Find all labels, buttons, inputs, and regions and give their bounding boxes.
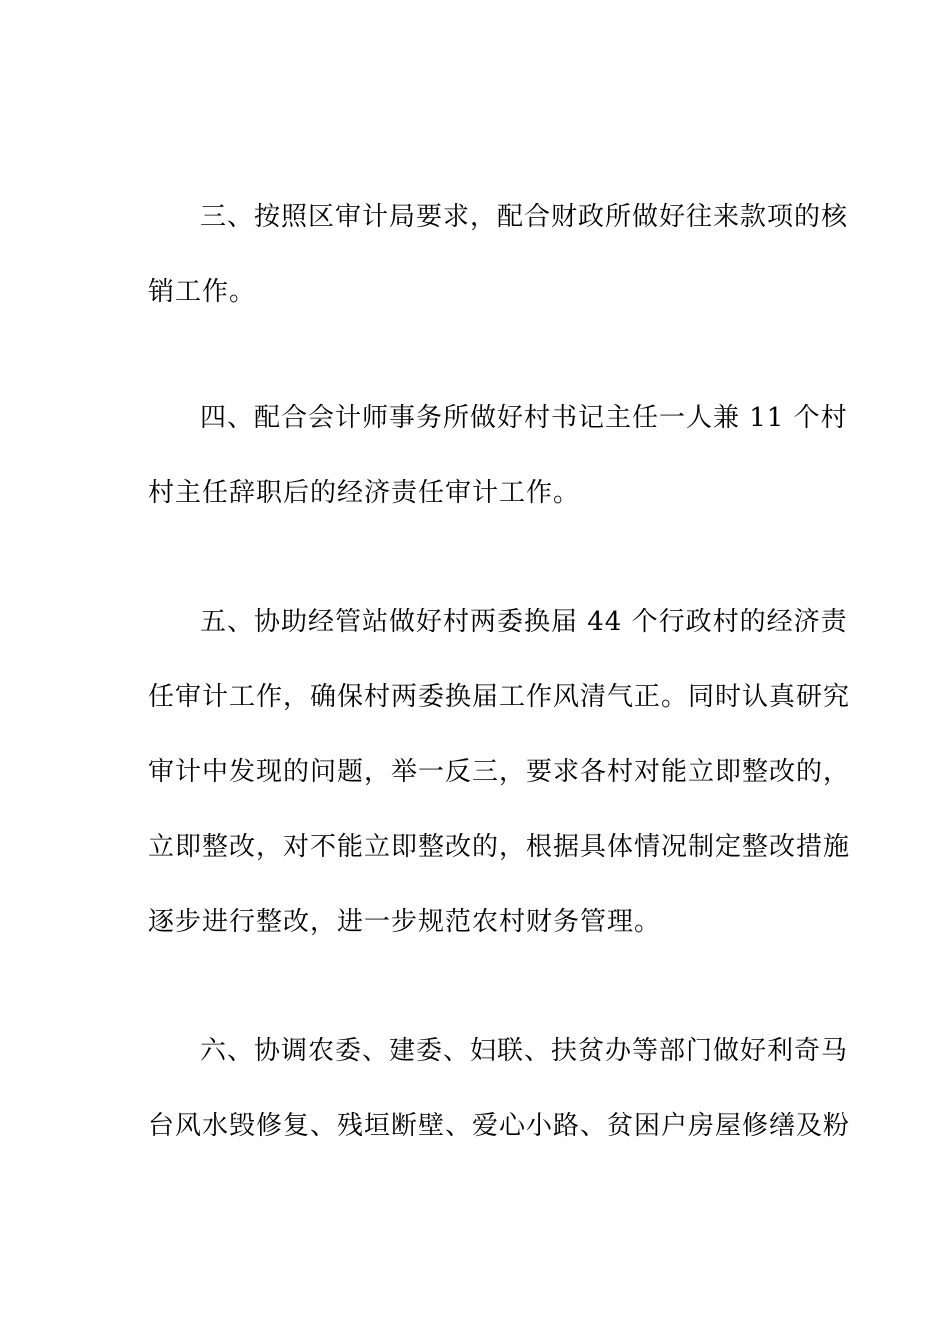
paragraph-4-line-1: 四、配合会计师事务所做好村书记主任一人兼 11 个村 <box>200 403 848 433</box>
paragraph-4-line-2: 村主任辞职后的经济责任审计工作。 <box>148 478 581 508</box>
paragraph-5-line-2: 任审计工作，确保村两委换届工作风清气正。同时认真研究 <box>148 682 851 712</box>
paragraph-5-line-5: 逐步进行整改，进一步规范农村财务管理。 <box>148 907 662 937</box>
paragraph-6-line-2: 台风水毁修复、残垣断壁、爱心小路、贫困户房屋修缮及粉 <box>148 1111 851 1141</box>
paragraph-5-line-3: 审计中发现的问题，举一反三，要求各村对能立即整改的， <box>148 757 851 787</box>
paragraph-6-line-1: 六、协调农委、建委、妇联、扶贫办等部门做好利奇马 <box>200 1036 849 1066</box>
paragraph-5-line-1: 五、协助经管站做好村两委换届 44 个行政村的经济责 <box>200 607 848 637</box>
paragraph-3-line-1: 三、按照区审计局要求，配合财政所做好往来款项的核 <box>200 202 849 232</box>
paragraph-3-line-2: 销工作。 <box>148 277 257 307</box>
paragraph-5-line-4: 立即整改，对不能立即整改的，根据具体情况制定整改措施 <box>148 832 851 862</box>
